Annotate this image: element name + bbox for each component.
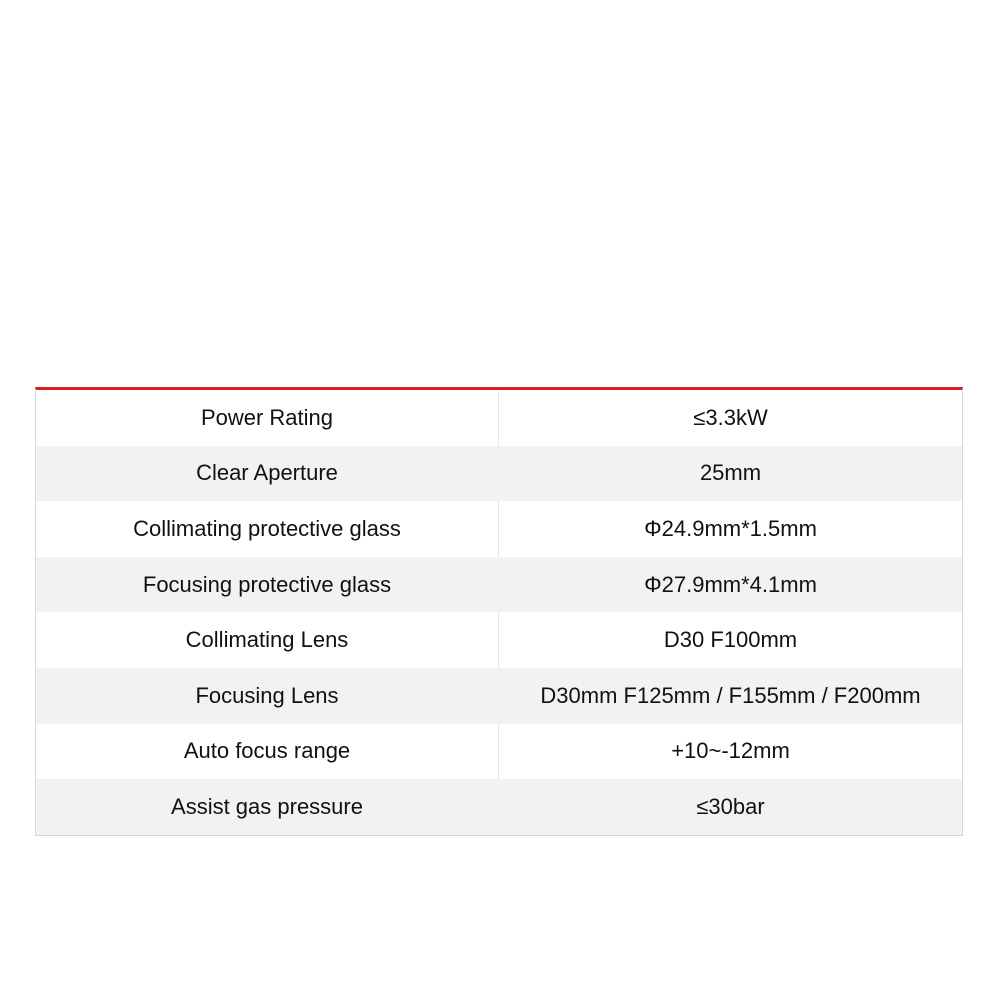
table-row: [36, 557, 962, 613]
table-row: [36, 668, 962, 724]
table-row: [36, 390, 962, 446]
spec-label: Auto focus range: [36, 724, 499, 780]
table-row: [36, 612, 962, 668]
spec-value: Φ27.9mm*4.1mm: [644, 571, 817, 597]
spec-value: +10~-12mm: [671, 738, 790, 764]
spec-label: Collimating Lens: [36, 612, 499, 668]
spec-label: Focusing Lens: [36, 668, 499, 724]
spec-value: ≤30bar: [696, 793, 765, 819]
spec-label: Clear Aperture: [36, 446, 499, 502]
spec-label: Power Rating: [36, 390, 499, 446]
spec-label: Focusing protective glass: [36, 557, 499, 613]
spec-table: [35, 387, 963, 836]
table-row: [36, 501, 962, 557]
table-row: [36, 724, 962, 780]
spec-value: D30 F100mm: [663, 627, 798, 653]
table-row: [36, 779, 962, 835]
spec-value: ≤3.3kW: [693, 404, 768, 430]
spec-value: Φ24.9mm*1.5mm: [644, 515, 817, 541]
spec-value: 25mm: [699, 460, 762, 486]
spec-label: Collimating protective glass: [36, 501, 499, 557]
spec-value: D30mm F125mm / F155mm / F200mm: [540, 682, 921, 708]
spec-label: Assist gas pressure: [36, 779, 499, 835]
table-row: [36, 446, 962, 502]
